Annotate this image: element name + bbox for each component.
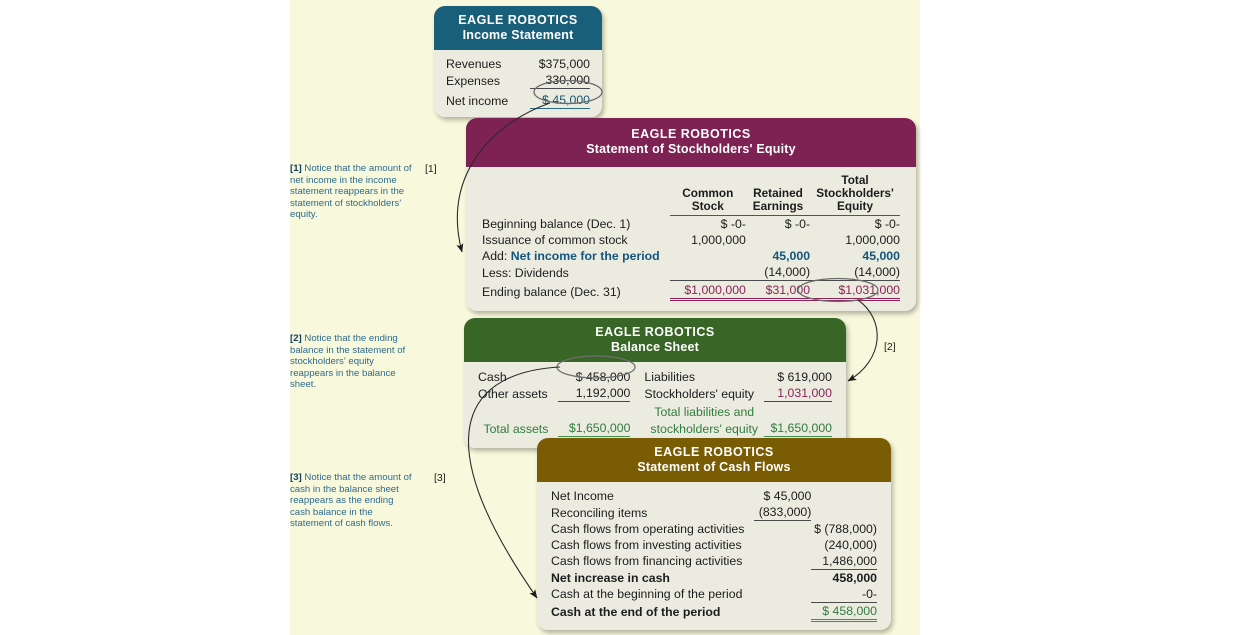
row-label: Net income <box>446 93 509 108</box>
stockholders-equity-value: 1,031,000 <box>764 385 832 402</box>
row-label-emphasis: Net income for the period <box>510 249 660 263</box>
row-label: Revenues <box>446 57 502 71</box>
cash-value: $ 458,000 <box>575 370 631 384</box>
row-retained-earnings: $ -0- <box>784 217 811 231</box>
row-label: Ending balance (Dec. 31) <box>482 284 621 299</box>
row-mid-value: $ 45,000 <box>763 489 812 503</box>
row-mid-value <box>754 521 811 537</box>
balance-sheet-card <box>464 318 846 448</box>
ending-balance-total-equity: $1,031,000 <box>810 281 900 300</box>
row-label: Cash at the end of the period <box>551 605 721 619</box>
balance-sheet-header <box>464 318 846 362</box>
total-liabilities-equity-value: $1,650,000 <box>764 420 832 438</box>
cash-flows-title: Statement of Cash Flows <box>637 460 791 474</box>
connector-label-3: [3] <box>434 472 446 484</box>
row-common-stock: 1,000,000 <box>691 233 746 247</box>
row-label: Reconciling items <box>551 505 648 520</box>
connector-label-2: [2] <box>884 341 896 353</box>
annotation-note-2 <box>290 333 415 391</box>
note-text: Notice that the amount of cash in the balance sheet reappears as the ending cash balance in the statement of cash flows. <box>290 472 412 530</box>
row-mid-value <box>754 553 811 570</box>
row-label: Issuance of common stock <box>482 233 628 247</box>
column-header-retained-earnings <box>746 173 810 216</box>
table-row <box>446 72 590 89</box>
total-liabilities-equity-label-line2: stockholders' equity <box>650 422 759 436</box>
stockholders-equity-company: EAGLE ROBOTICS <box>631 127 751 141</box>
row-right-value: -0- <box>811 586 877 603</box>
cash-flows-table <box>551 488 877 622</box>
income-statement-card <box>434 6 602 117</box>
row-total-equity: 1,000,000 <box>845 233 900 247</box>
stockholders-equity-header <box>466 118 916 167</box>
colhead-line2: Stock <box>691 199 724 213</box>
table-row-total <box>478 420 832 438</box>
colhead-line3: Equity <box>837 199 874 213</box>
note-marker: [1] <box>290 163 302 174</box>
asset-label: Cash <box>478 370 507 384</box>
row-label-prefix: Add: <box>482 249 511 263</box>
row-right-value: 458,000 <box>832 570 877 585</box>
stockholders-equity-body <box>466 167 916 311</box>
colhead-line1: Common <box>682 186 734 200</box>
income-statement-body <box>434 50 602 117</box>
note-marker: [3] <box>290 472 302 483</box>
table-row <box>478 369 832 385</box>
total-assets-label: Total assets <box>483 422 549 436</box>
income-statement-company: EAGLE ROBOTICS <box>458 13 578 27</box>
income-statement-table <box>446 56 590 109</box>
table-row <box>482 264 900 281</box>
note-text: Notice that the ending balance in the statement of stockholders' equity reappears in the balance sheet. <box>290 333 406 391</box>
row-label: Net Income <box>551 489 614 503</box>
row-common-stock <box>670 264 746 281</box>
row-label: Net increase in cash <box>551 570 670 585</box>
row-mid-value <box>754 537 811 553</box>
row-mid-value <box>754 569 811 586</box>
total-liabilities-equity-label-line1: Total liabilities and <box>654 404 755 419</box>
table-row <box>482 232 900 248</box>
annotation-note-1 <box>290 163 415 221</box>
row-mid-value <box>754 602 811 620</box>
table-row <box>551 504 877 521</box>
table-row-net-income <box>482 248 900 264</box>
table-row-total <box>478 402 832 420</box>
row-retained-earnings <box>746 232 810 248</box>
table-row <box>551 537 877 553</box>
liability-label: Liabilities <box>644 370 695 384</box>
table-row <box>482 216 900 233</box>
row-common-stock: $ -0- <box>720 217 746 231</box>
table-row <box>551 488 877 504</box>
liability-label: Stockholders' equity <box>644 386 755 401</box>
note-text: Notice that the amount of net income in the income statement reappears in the statement of stockholders' equity. <box>290 163 412 221</box>
table-row <box>551 586 877 603</box>
annotation-note-3 <box>290 472 415 530</box>
asset-value: 1,192,000 <box>558 385 630 402</box>
spacer-cell <box>478 402 558 420</box>
cash-flows-company: EAGLE ROBOTICS <box>654 445 774 459</box>
spacer-cell <box>482 173 670 216</box>
row-label: Cash flows from operating activities <box>551 521 745 536</box>
ending-cash-value: $ 458,000 <box>811 602 877 620</box>
total-assets-value: $1,650,000 <box>558 420 630 438</box>
table-row-net-increase <box>551 569 877 586</box>
row-mid-value: (833,000) <box>754 504 811 521</box>
asset-label: Other assets <box>478 386 548 401</box>
colhead-line2: Stockholders' <box>816 186 894 200</box>
row-right-value: $ (788,000) <box>814 521 877 536</box>
table-header-row <box>482 173 900 216</box>
ending-balance-common-stock: $1,000,000 <box>670 281 746 300</box>
cash-flows-card <box>537 438 891 630</box>
table-row <box>551 521 877 537</box>
spacer-cell <box>764 402 832 420</box>
cash-flows-body <box>537 482 891 630</box>
spacer-cell <box>558 402 630 420</box>
row-total-equity: 45,000 <box>862 249 900 263</box>
stockholders-equity-title: Statement of Stockholders' Equity <box>586 142 796 156</box>
row-label: Cash at the beginning of the period <box>551 587 743 601</box>
colhead-line1: Total <box>841 173 869 187</box>
table-row <box>478 385 832 402</box>
net-income-value: $ 45,000 <box>530 89 590 109</box>
column-header-total-equity <box>810 173 900 216</box>
table-row <box>551 553 877 570</box>
stockholders-equity-card <box>466 118 916 311</box>
balance-sheet-company: EAGLE ROBOTICS <box>595 325 715 339</box>
row-mid-value <box>754 586 811 603</box>
income-statement-title: Income Statement <box>462 28 574 42</box>
row-label: Expenses <box>446 73 501 88</box>
row-total-equity: (14,000) <box>810 264 900 281</box>
colhead-line1: Retained <box>753 186 803 200</box>
row-right-value: (240,000) <box>824 537 877 552</box>
cash-flows-header <box>537 438 891 482</box>
row-common-stock <box>670 248 746 264</box>
row-total-equity: $ -0- <box>874 217 900 231</box>
ending-balance-retained-earnings: $31,000 <box>746 281 810 300</box>
row-label: Beginning balance (Dec. 1) <box>482 217 631 231</box>
table-row <box>446 56 590 72</box>
row-right-value <box>811 504 877 521</box>
row-label <box>482 248 670 264</box>
balance-sheet-title: Balance Sheet <box>610 340 700 354</box>
colhead-line2: Earnings <box>752 199 804 213</box>
row-right-value: 1,486,000 <box>811 553 877 570</box>
note-marker: [2] <box>290 333 302 344</box>
row-label: Cash flows from investing activities <box>551 537 742 552</box>
row-label: Less: Dividends <box>482 265 569 280</box>
stockholders-equity-table <box>482 173 900 301</box>
row-value: 330,000 <box>530 72 590 89</box>
liability-value: $ 619,000 <box>777 370 832 384</box>
table-row-ending-balance <box>482 281 900 300</box>
table-row-net-income <box>446 89 590 109</box>
balance-sheet-table <box>478 369 832 439</box>
balance-sheet-body <box>464 362 846 448</box>
row-value: $375,000 <box>538 57 590 71</box>
connector-label-1: [1] <box>425 163 437 175</box>
row-retained-earnings: 45,000 <box>772 249 811 263</box>
row-retained-earnings: (14,000) <box>746 264 810 281</box>
row-label: Cash flows from financing activities <box>551 554 743 568</box>
income-statement-header <box>434 6 602 50</box>
column-header-common-stock <box>670 173 746 216</box>
table-row-ending-cash <box>551 602 877 620</box>
row-right-value <box>811 488 877 504</box>
